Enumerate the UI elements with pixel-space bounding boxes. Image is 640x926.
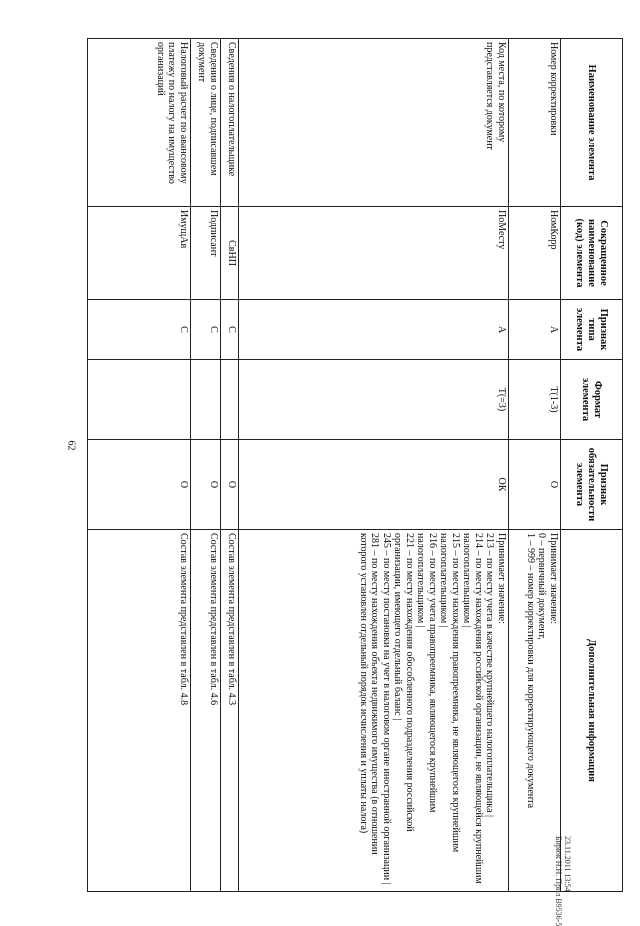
info-line: 213 – по месту учета в качестве крупнейшего налогоплательщика | bbox=[484, 533, 496, 818]
cell-required: ОК bbox=[239, 440, 509, 530]
table-row bbox=[88, 39, 191, 892]
footer-timestamp: 23.11.2011 13:54 bbox=[563, 836, 572, 892]
cell-info bbox=[509, 530, 561, 892]
info-line: Принимает значение: bbox=[496, 533, 507, 625]
cell-code: НомКорр bbox=[509, 207, 561, 300]
table-row bbox=[221, 39, 239, 892]
cell-name: Сведения о лице, подписавшем документ bbox=[191, 39, 221, 207]
rotated-table-container bbox=[88, 38, 623, 891]
header-type: Признак типа элемента bbox=[561, 300, 623, 360]
elements-table bbox=[87, 38, 623, 892]
cell-type: А bbox=[509, 300, 561, 360]
info-line: 1 – 999 – номер корректировки для корректирующего документа bbox=[525, 533, 536, 809]
cell-required: О bbox=[88, 440, 191, 530]
footer-author: Бирюк Н.Н. Прил В9536-5 bbox=[554, 836, 563, 926]
info-line: Принимает значение: bbox=[548, 533, 559, 625]
cell-format: Т(=3) bbox=[239, 360, 509, 440]
cell-code: Подписант bbox=[191, 207, 221, 300]
info-line: 214 – по месту нахождения российской организации, не являющейся крупнейшим налогоплательщиком | bbox=[461, 533, 484, 884]
cell-required: О bbox=[509, 440, 561, 530]
table-header-row bbox=[561, 39, 623, 892]
cell-type: С bbox=[221, 300, 239, 360]
cell-info: Состав элемента представлен в табл. 4.6 bbox=[191, 530, 221, 892]
cell-format: Т(1-3) bbox=[509, 360, 561, 440]
cell-type: С bbox=[191, 300, 221, 360]
cell-code: СвНП bbox=[221, 207, 239, 300]
cell-name: Номер корректировки bbox=[509, 39, 561, 207]
cell-info: Состав элемента представлен в табл. 4.8 bbox=[88, 530, 191, 892]
info-line: 215 – по месту нахождения правопреемника, не являющегося крупнейшим налогоплательщиком | bbox=[438, 533, 461, 853]
page-number: 62 bbox=[65, 440, 77, 451]
table-row bbox=[509, 39, 561, 892]
cell-required: О bbox=[221, 440, 239, 530]
cell-type: С bbox=[88, 300, 191, 360]
cell-format bbox=[221, 360, 239, 440]
cell-name: Код места, по которому представляется документ bbox=[239, 39, 509, 207]
header-name: Наименование элемента bbox=[561, 39, 623, 207]
header-required: Признак обязательности элемента bbox=[561, 440, 623, 530]
info-line: 221 – по месту нахождения обособленного подразделения российской организации, имеющего отдельный баланс | bbox=[392, 533, 415, 832]
cell-format bbox=[191, 360, 221, 440]
table-row bbox=[191, 39, 221, 892]
table-row bbox=[239, 39, 509, 892]
cell-required: О bbox=[191, 440, 221, 530]
cell-format bbox=[88, 360, 191, 440]
cell-code: ИмущАв bbox=[88, 207, 191, 300]
header-code: Сокращенное наименование (код) элемента bbox=[561, 207, 623, 300]
cell-type: А bbox=[239, 300, 509, 360]
info-line: 281 – по месту нахождения объекта недвижимого имущества (в отношении которого установлен отдельный порядок исчисления и уплаты налога) bbox=[358, 533, 381, 855]
cell-info bbox=[239, 530, 509, 892]
cell-info: Состав элемента представлен в табл. 4.3 bbox=[221, 530, 239, 892]
cell-name: Налоговый расчет по авансовому платежу по налогу на имущество организаций bbox=[88, 39, 191, 207]
header-format: Формат элемента bbox=[561, 360, 623, 440]
info-line: 216 – по месту учета правопреемника, являющегося крупнейшим налогоплательщиком | bbox=[415, 533, 438, 813]
info-line: 245 – по месту постановки на учет в налоговом органе иностранной организации | bbox=[381, 533, 392, 885]
header-info: Дополнительная информация bbox=[561, 530, 623, 892]
cell-name: Сведения о налогоплательщике bbox=[221, 39, 239, 207]
info-line: 0 – первичный документ, bbox=[536, 533, 548, 640]
cell-code: ПоМесту bbox=[239, 207, 509, 300]
